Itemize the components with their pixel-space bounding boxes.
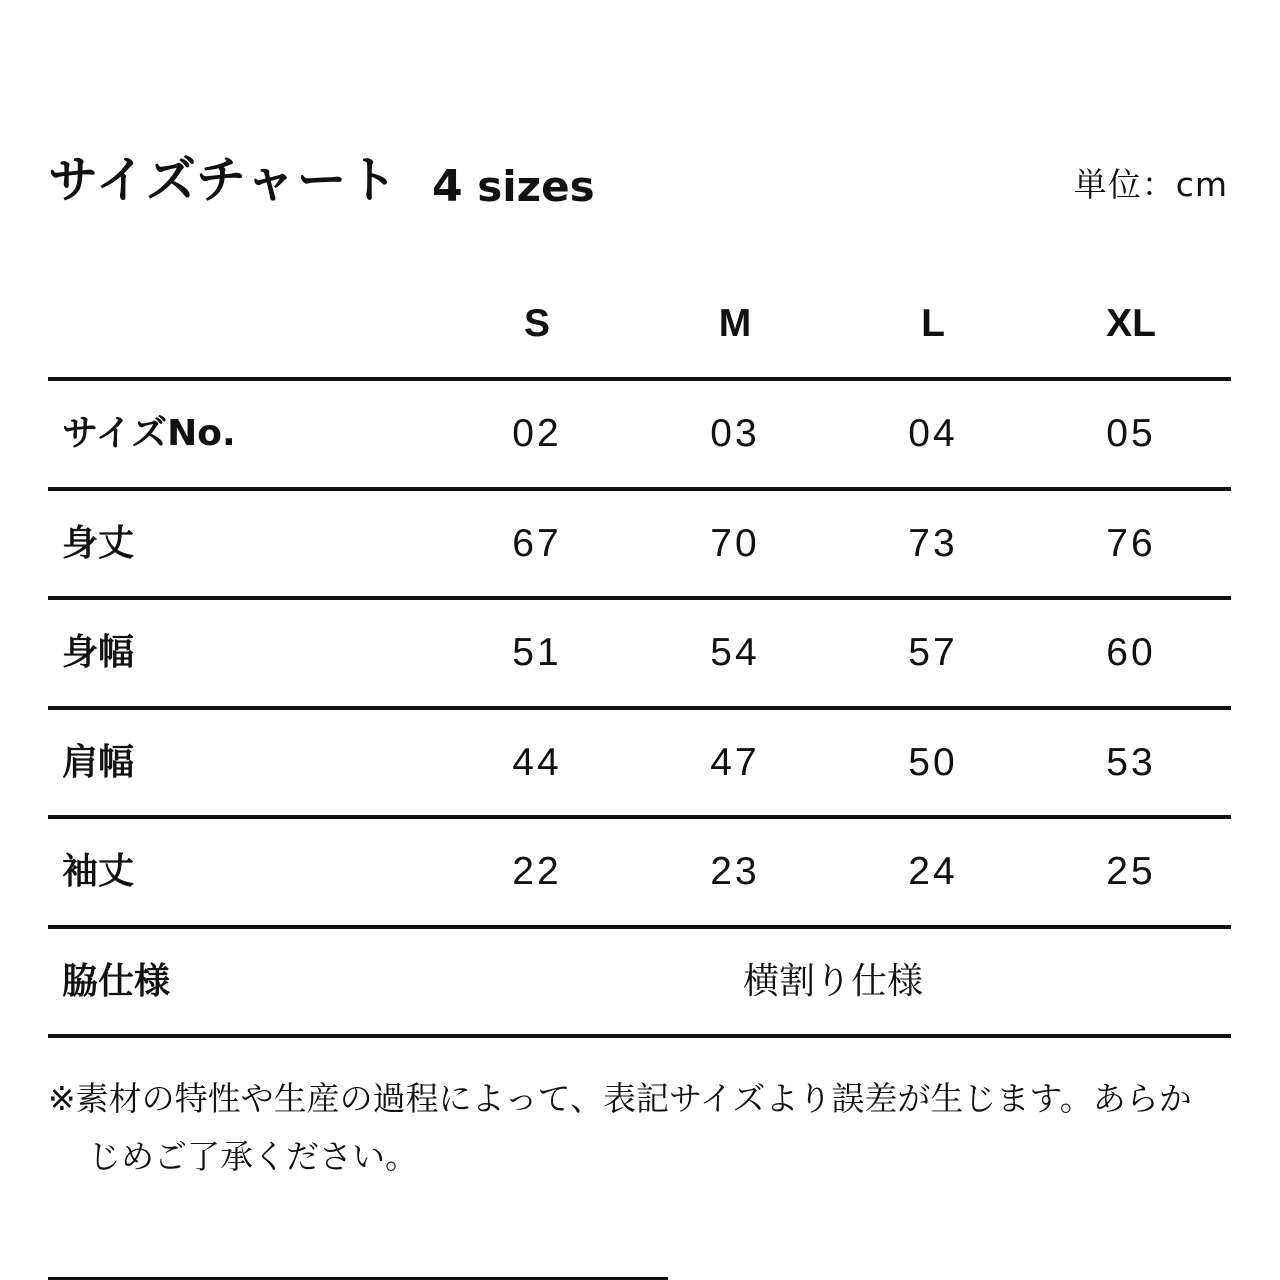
column-header-m: M bbox=[718, 302, 752, 345]
table-row bbox=[48, 600, 1231, 706]
table-divider bbox=[48, 1034, 1231, 1038]
size-count-number: 4 bbox=[432, 161, 463, 212]
table-cell: 24 bbox=[908, 850, 958, 893]
footnote-line-1: ※素材の特性や生産の過程によって、表記サイズより誤差が生じます。あらか bbox=[48, 1079, 1192, 1118]
table-cell: 76 bbox=[1106, 522, 1156, 565]
table-row bbox=[48, 819, 1231, 925]
table-cell: 54 bbox=[710, 631, 760, 674]
table-cell: 50 bbox=[908, 741, 958, 784]
column-header-l: L bbox=[921, 302, 945, 345]
table-cell: 60 bbox=[1106, 631, 1156, 674]
table-cell: 51 bbox=[512, 631, 562, 674]
table-cell: 02 bbox=[512, 412, 562, 455]
row-label: サイズNo. bbox=[62, 413, 236, 454]
table-cell: 04 bbox=[908, 412, 958, 455]
table-cell: 67 bbox=[512, 522, 562, 565]
table-cell: 47 bbox=[710, 741, 760, 784]
table-cell: 22 bbox=[512, 850, 562, 893]
row-label: 身幅 bbox=[62, 632, 135, 673]
table-row-side-spec bbox=[48, 929, 1231, 1035]
row-label: 肩幅 bbox=[62, 742, 135, 783]
table-cell: 57 bbox=[908, 631, 958, 674]
table-cell: 23 bbox=[710, 850, 760, 893]
unit-label: 単位：cm bbox=[1073, 165, 1228, 204]
table-row bbox=[48, 710, 1231, 816]
size-count-word: sizes bbox=[477, 162, 595, 211]
footnote-line-2: じめご了承ください。 bbox=[88, 1137, 418, 1176]
table-cell: 44 bbox=[512, 741, 562, 784]
table-cell: 73 bbox=[908, 522, 958, 565]
page-title: サイズチャート bbox=[48, 151, 399, 209]
table-cell: 53 bbox=[1106, 741, 1156, 784]
column-header-s: S bbox=[523, 302, 550, 345]
column-header-xl: XL bbox=[1106, 302, 1156, 345]
table-cell: 05 bbox=[1106, 412, 1156, 455]
table-row bbox=[48, 491, 1231, 597]
side-spec-value: 横割り仕様 bbox=[742, 961, 923, 1002]
size-count bbox=[432, 161, 595, 212]
footnote bbox=[48, 1070, 1238, 1186]
table-cell: 70 bbox=[710, 522, 760, 565]
table-cell: 25 bbox=[1106, 850, 1156, 893]
table-cell: 03 bbox=[710, 412, 760, 455]
row-label: 袖丈 bbox=[62, 851, 135, 892]
table-row bbox=[48, 381, 1231, 487]
row-label: 身丈 bbox=[62, 523, 135, 564]
row-label: 脇仕様 bbox=[62, 961, 171, 1002]
